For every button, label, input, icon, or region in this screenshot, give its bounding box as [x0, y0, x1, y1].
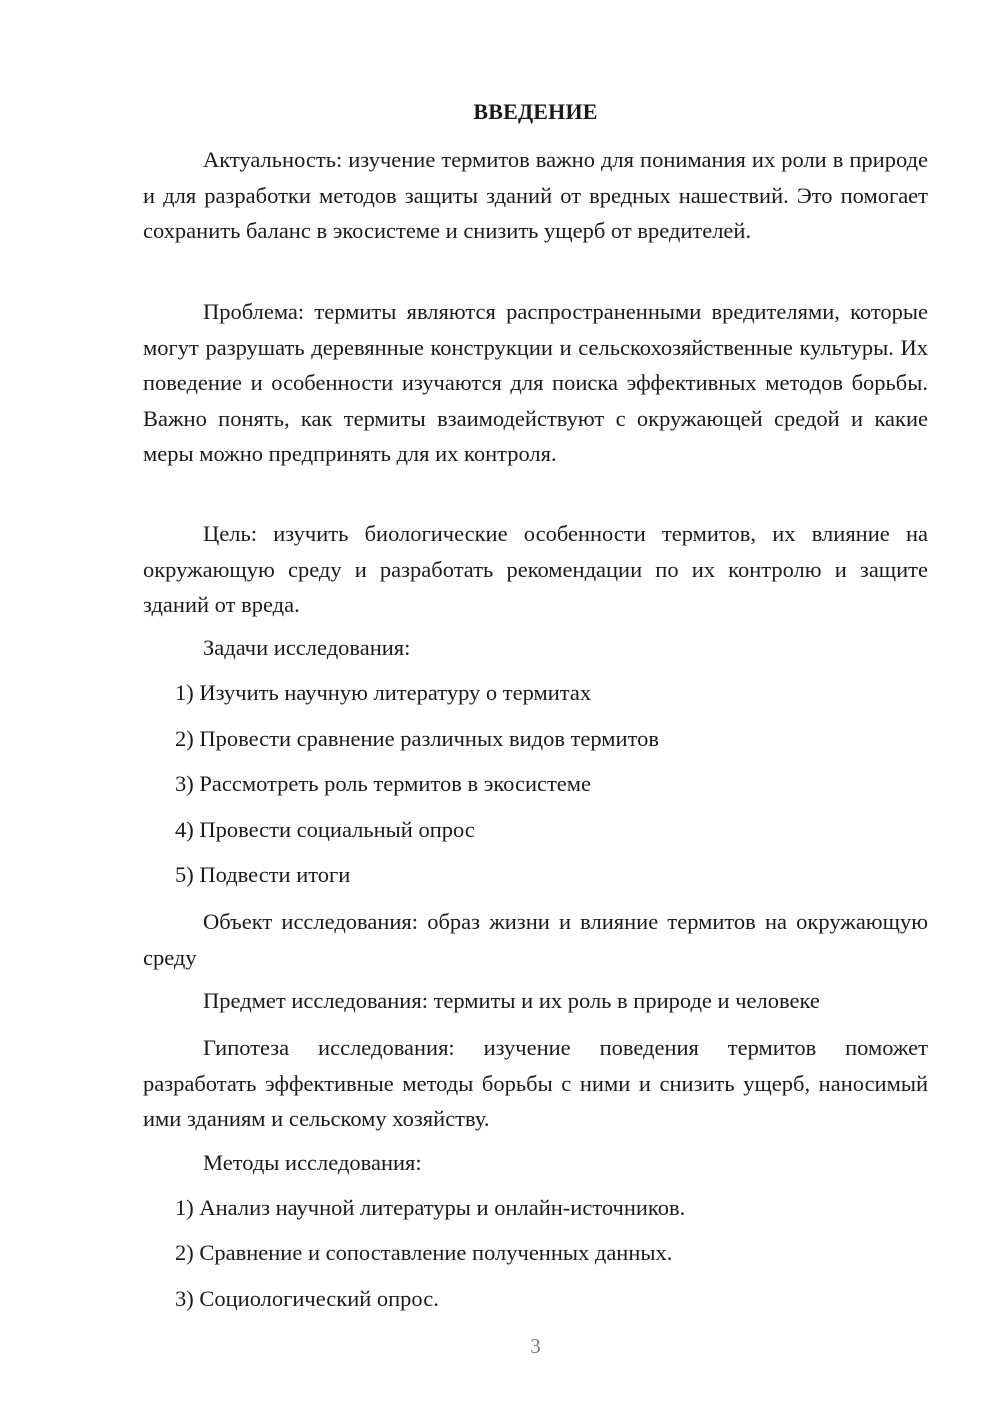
- object-paragraph: Объект исследования: образ жизни и влияние термитов на окружающую среду: [143, 909, 928, 970]
- relevance-paragraph: Актуальность: изучение термитов важно для понимания их роли в природе и для разработки методов защиты зданий от вредных нашествий. Это помогает сохранить баланс в экосистеме и снизить ущерб от вредителей.: [143, 147, 928, 243]
- hypothesis-paragraph: Гипотеза исследования: изучение поведения термитов поможет разработать эффективные методы борьбы с ними и снизить ущерб, наносимый ими зданиям и сельскому хозяйству.: [143, 1035, 928, 1131]
- task-item: 1) Изучить научную литературу о термитах: [175, 680, 592, 705]
- methods-heading: Методы исследования:: [203, 1150, 422, 1175]
- subject-line: Предмет исследования: термиты и их роль в природе и человеке: [203, 988, 820, 1013]
- task-item: 5) Подвести итоги: [175, 862, 351, 887]
- document-page: [143, 0, 928, 1414]
- task-item: 4) Провести социальный опрос: [175, 817, 475, 842]
- method-item: 2) Сравнение и сопоставление полученных данных.: [175, 1240, 673, 1265]
- tasks-heading: Задачи исследования:: [203, 635, 411, 660]
- goal-paragraph: Цель: изучить биологические особенности термитов, их влияние на окружающую среду и разработать рекомендации по их контролю и защите зданий от вреда.: [143, 521, 928, 617]
- page-number: 3: [530, 1334, 541, 1358]
- method-item: 3) Социологический опрос.: [175, 1286, 439, 1311]
- method-item: 1) Анализ научной литературы и онлайн-источников.: [175, 1195, 686, 1220]
- problem-paragraph: Проблема: термиты являются распространенными вредителями, которые могут разрушать деревянные конструкции и сельскохозяйственные культуры. Их поведение и особенности изучаются для поиска эффективных методов борьбы. Важно понять, как термиты взаимодействуют с окружающей средой и какие меры можно предпринять для их контроля.: [143, 299, 928, 466]
- page-title: ВВЕДЕНИЕ: [473, 99, 598, 124]
- task-item: 3) Рассмотреть роль термитов в экосистеме: [175, 771, 592, 796]
- task-item: 2) Провести сравнение различных видов термитов: [175, 726, 659, 751]
